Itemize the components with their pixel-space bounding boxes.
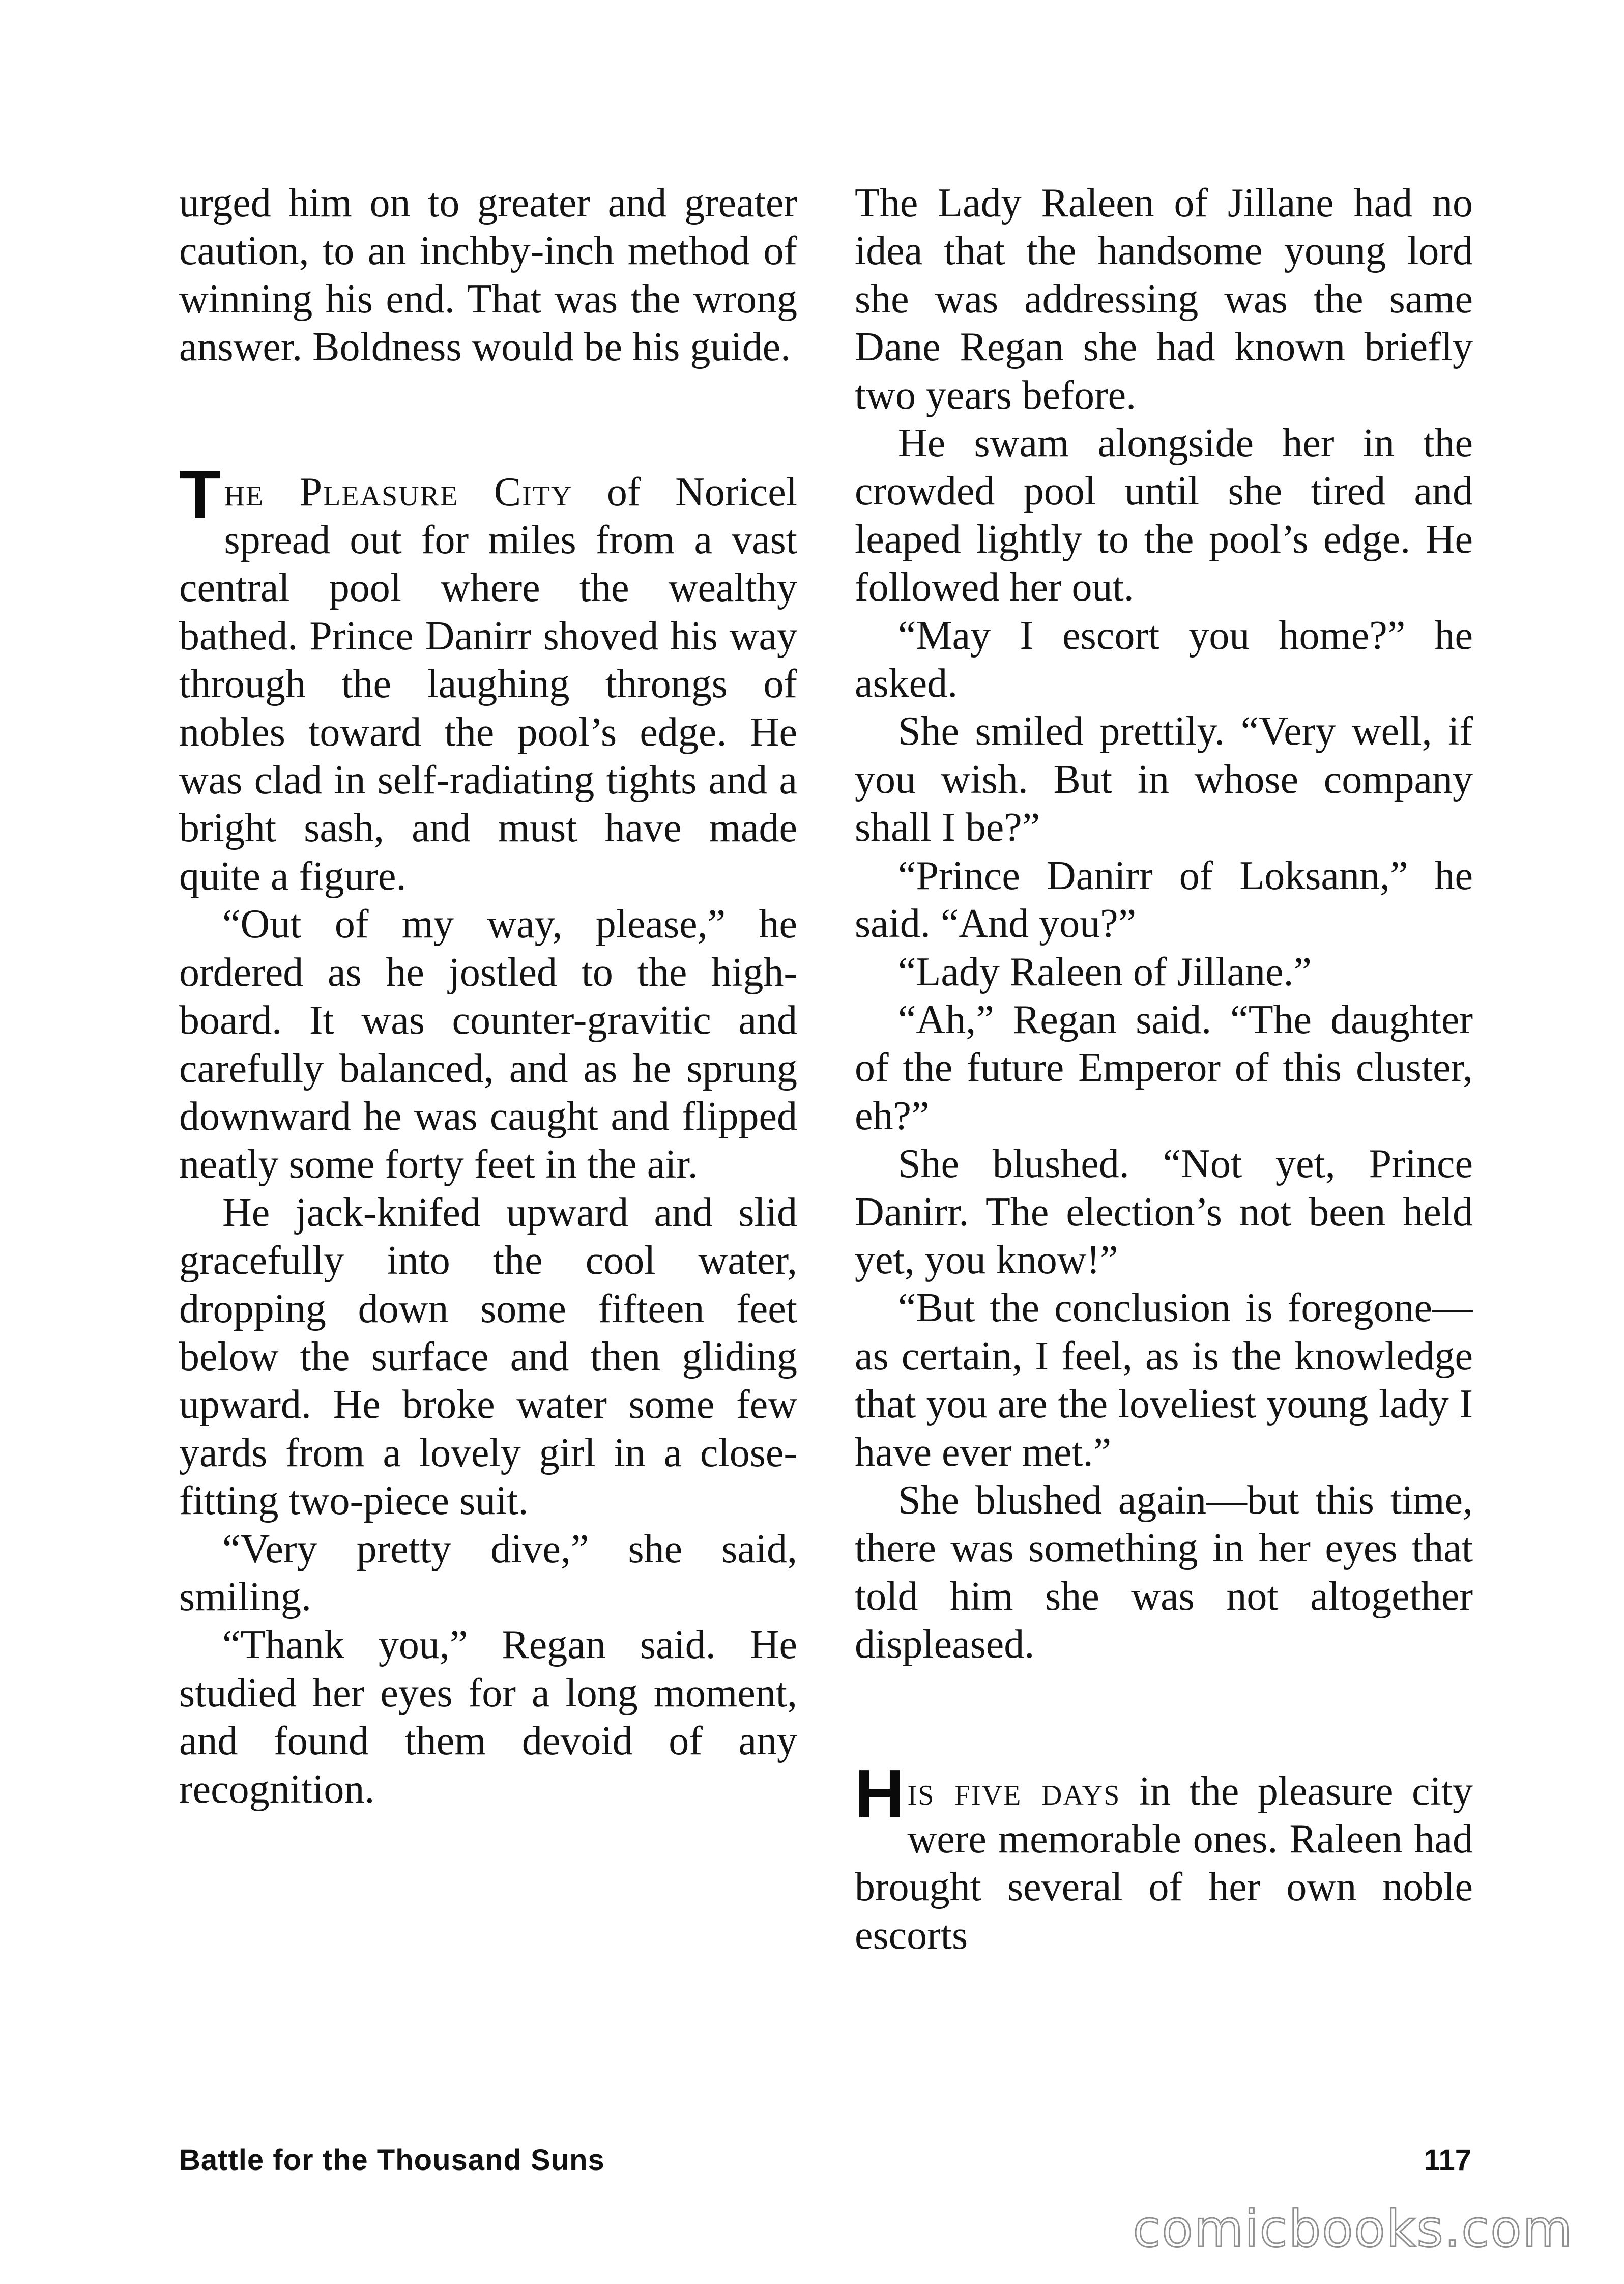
drop-cap: H xyxy=(855,1755,905,1832)
paragraph-text: of Noricel spread out for miles from a vast central pool where the wealthy bathed. Prince Danirr shoved his way through the laughing throngs of nobles toward the pool’s edge. He was clad in self-radiating tights and a bright sash, and must have made quite a figure. xyxy=(179,469,797,899)
paragraph: He jack-knifed upward and slid gracefully into the cool water, dropping down some fifteen feet below the surface and then gliding upward. He broke water some few yards from a lovely girl in a closefitting two-piece suit. xyxy=(179,1190,797,1524)
paragraph: The Lady Raleen of Jillane had no idea that the handsome young lord she was addressing was the same Dane Regan she had known briefly two years before. xyxy=(855,181,1473,418)
paragraph: She smiled prettily. “Very well, if you wish. But in whose company shall I be?” xyxy=(855,709,1473,850)
section-break xyxy=(855,1669,1473,1767)
paragraph: urged him on to greater and greater caution, to an inchby-inch method of winning his end. That was the wrong answer. Boldness would be his guide. xyxy=(179,181,797,370)
page-number: 117 xyxy=(1424,2144,1471,2177)
section-opening-paragraph xyxy=(179,455,797,901)
paragraph: She blushed. “Not yet, Prince Danirr. The election’s not been held yet, you know!” xyxy=(855,1141,1473,1282)
paragraph: “But the conclusion is foregone—as certain, I feel, as is the knowledge that you are the loveliest young lady I have ever met.” xyxy=(855,1286,1473,1475)
small-caps-lead: he Pleasure City xyxy=(224,469,573,515)
paragraph: He swam alongside her in the crowded pool until she tired and leaped lightly to the pool’s edge. He followed her out. xyxy=(855,421,1473,610)
drop-cap: T xyxy=(179,455,221,533)
small-caps-lead: is five days xyxy=(907,1768,1121,1814)
paragraph: “Very pretty dive,” she said, smiling. xyxy=(179,1526,797,1619)
paragraph-text: in the pleasure city were memorable ones. Raleen had brought several of her own noble escorts xyxy=(855,1768,1473,1958)
running-title: Battle for the Thousand Suns xyxy=(179,2144,605,2177)
section-break xyxy=(179,372,797,468)
paragraph: “Lady Raleen of Jillane.” xyxy=(898,949,1312,994)
paragraph: “Prince Danirr of Loksann,” he said. “And you?” xyxy=(855,853,1473,947)
paragraph: She blushed again—but this time, there was something in her eyes that told him she was not altogether displeased. xyxy=(855,1477,1473,1667)
section-opening-paragraph xyxy=(855,1755,1473,1960)
right-column xyxy=(855,179,1473,1959)
paragraph: “Thank you,” Regan said. He studied her eyes for a long moment, and found them devoid of any recognition. xyxy=(179,1622,797,1812)
site-watermark: comicbooks.com xyxy=(1133,2199,1573,2259)
paragraph: “Out of my way, please,” he ordered as he jostled to the high-board. It was counter-gravitic and carefully balanced, and as he sprung downward he was caught and flipped neatly some forty feet in the air. xyxy=(179,902,797,1187)
page-footer xyxy=(179,2140,1471,2181)
paragraph: “Ah,” Regan said. “The daughter of the future Emperor of this cluster, eh?” xyxy=(855,997,1473,1138)
paragraph: “May I escort you home?” he asked. xyxy=(855,613,1473,706)
left-column xyxy=(179,179,797,1813)
